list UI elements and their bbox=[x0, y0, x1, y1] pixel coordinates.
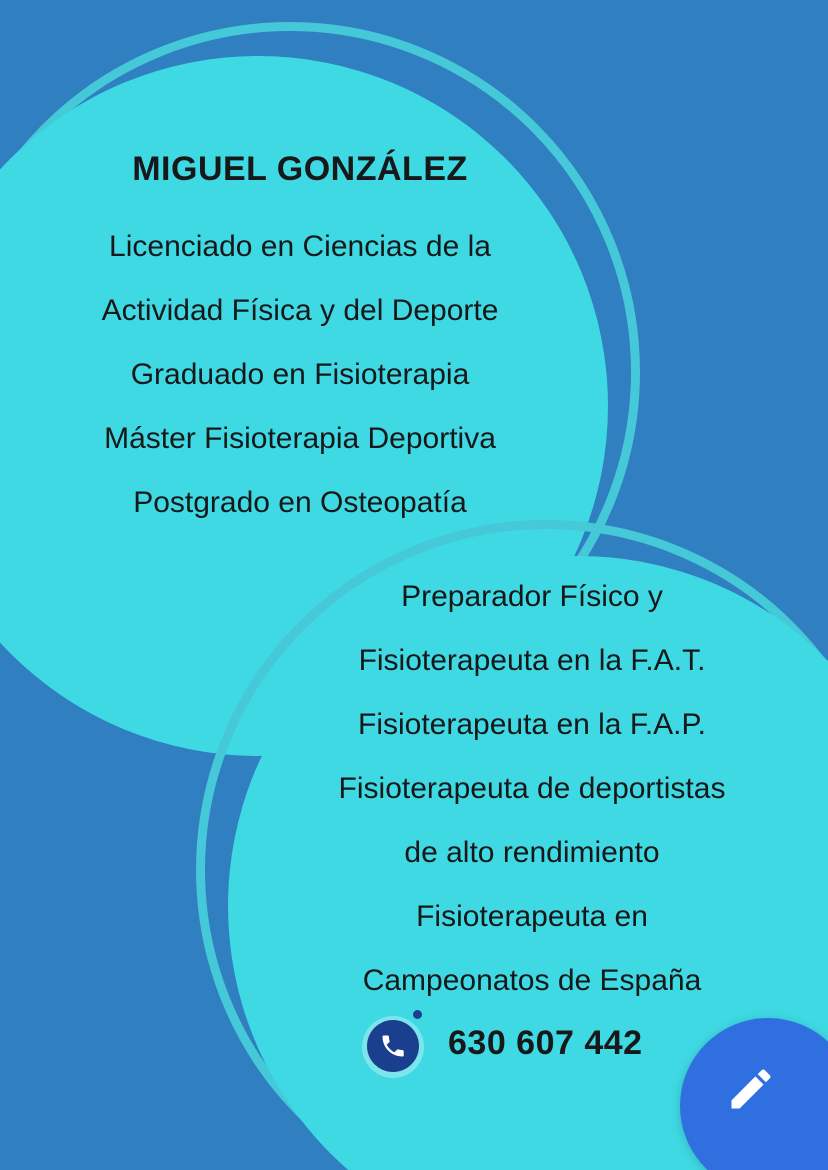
credential-line: Fisioterapeuta en la F.A.T. bbox=[358, 644, 706, 677]
credentials-top-block bbox=[0, 150, 600, 535]
credential-line: Postgrado en Osteopatía bbox=[133, 486, 467, 519]
credential-line: Máster Fisioterapia Deportiva bbox=[104, 422, 496, 455]
phone-icon bbox=[360, 1010, 426, 1076]
credential-line: Actividad Física y del Deporte bbox=[101, 294, 499, 327]
credential-line: Licenciado en Ciencias de la bbox=[109, 230, 491, 263]
phone-icon-dot bbox=[413, 1010, 422, 1019]
credential-line: de alto rendimiento bbox=[404, 836, 660, 869]
credential-line: Graduado en Fisioterapia bbox=[130, 358, 470, 391]
credential-line: Fisioterapeuta en bbox=[416, 900, 648, 933]
credentials-bottom-block bbox=[232, 565, 828, 1013]
credential-line: Preparador Físico y bbox=[401, 580, 663, 613]
phone-icon-disc bbox=[367, 1020, 419, 1072]
credential-line: Campeonatos de España bbox=[362, 964, 702, 997]
credential-line: Fisioterapeuta de deportistas bbox=[338, 772, 726, 805]
phone-number[interactable]: 630 607 442 bbox=[448, 1023, 643, 1062]
credential-line: Fisioterapeuta en la F.A.P. bbox=[358, 708, 706, 741]
person-name: MIGUEL GONZÁLEZ bbox=[132, 150, 468, 188]
